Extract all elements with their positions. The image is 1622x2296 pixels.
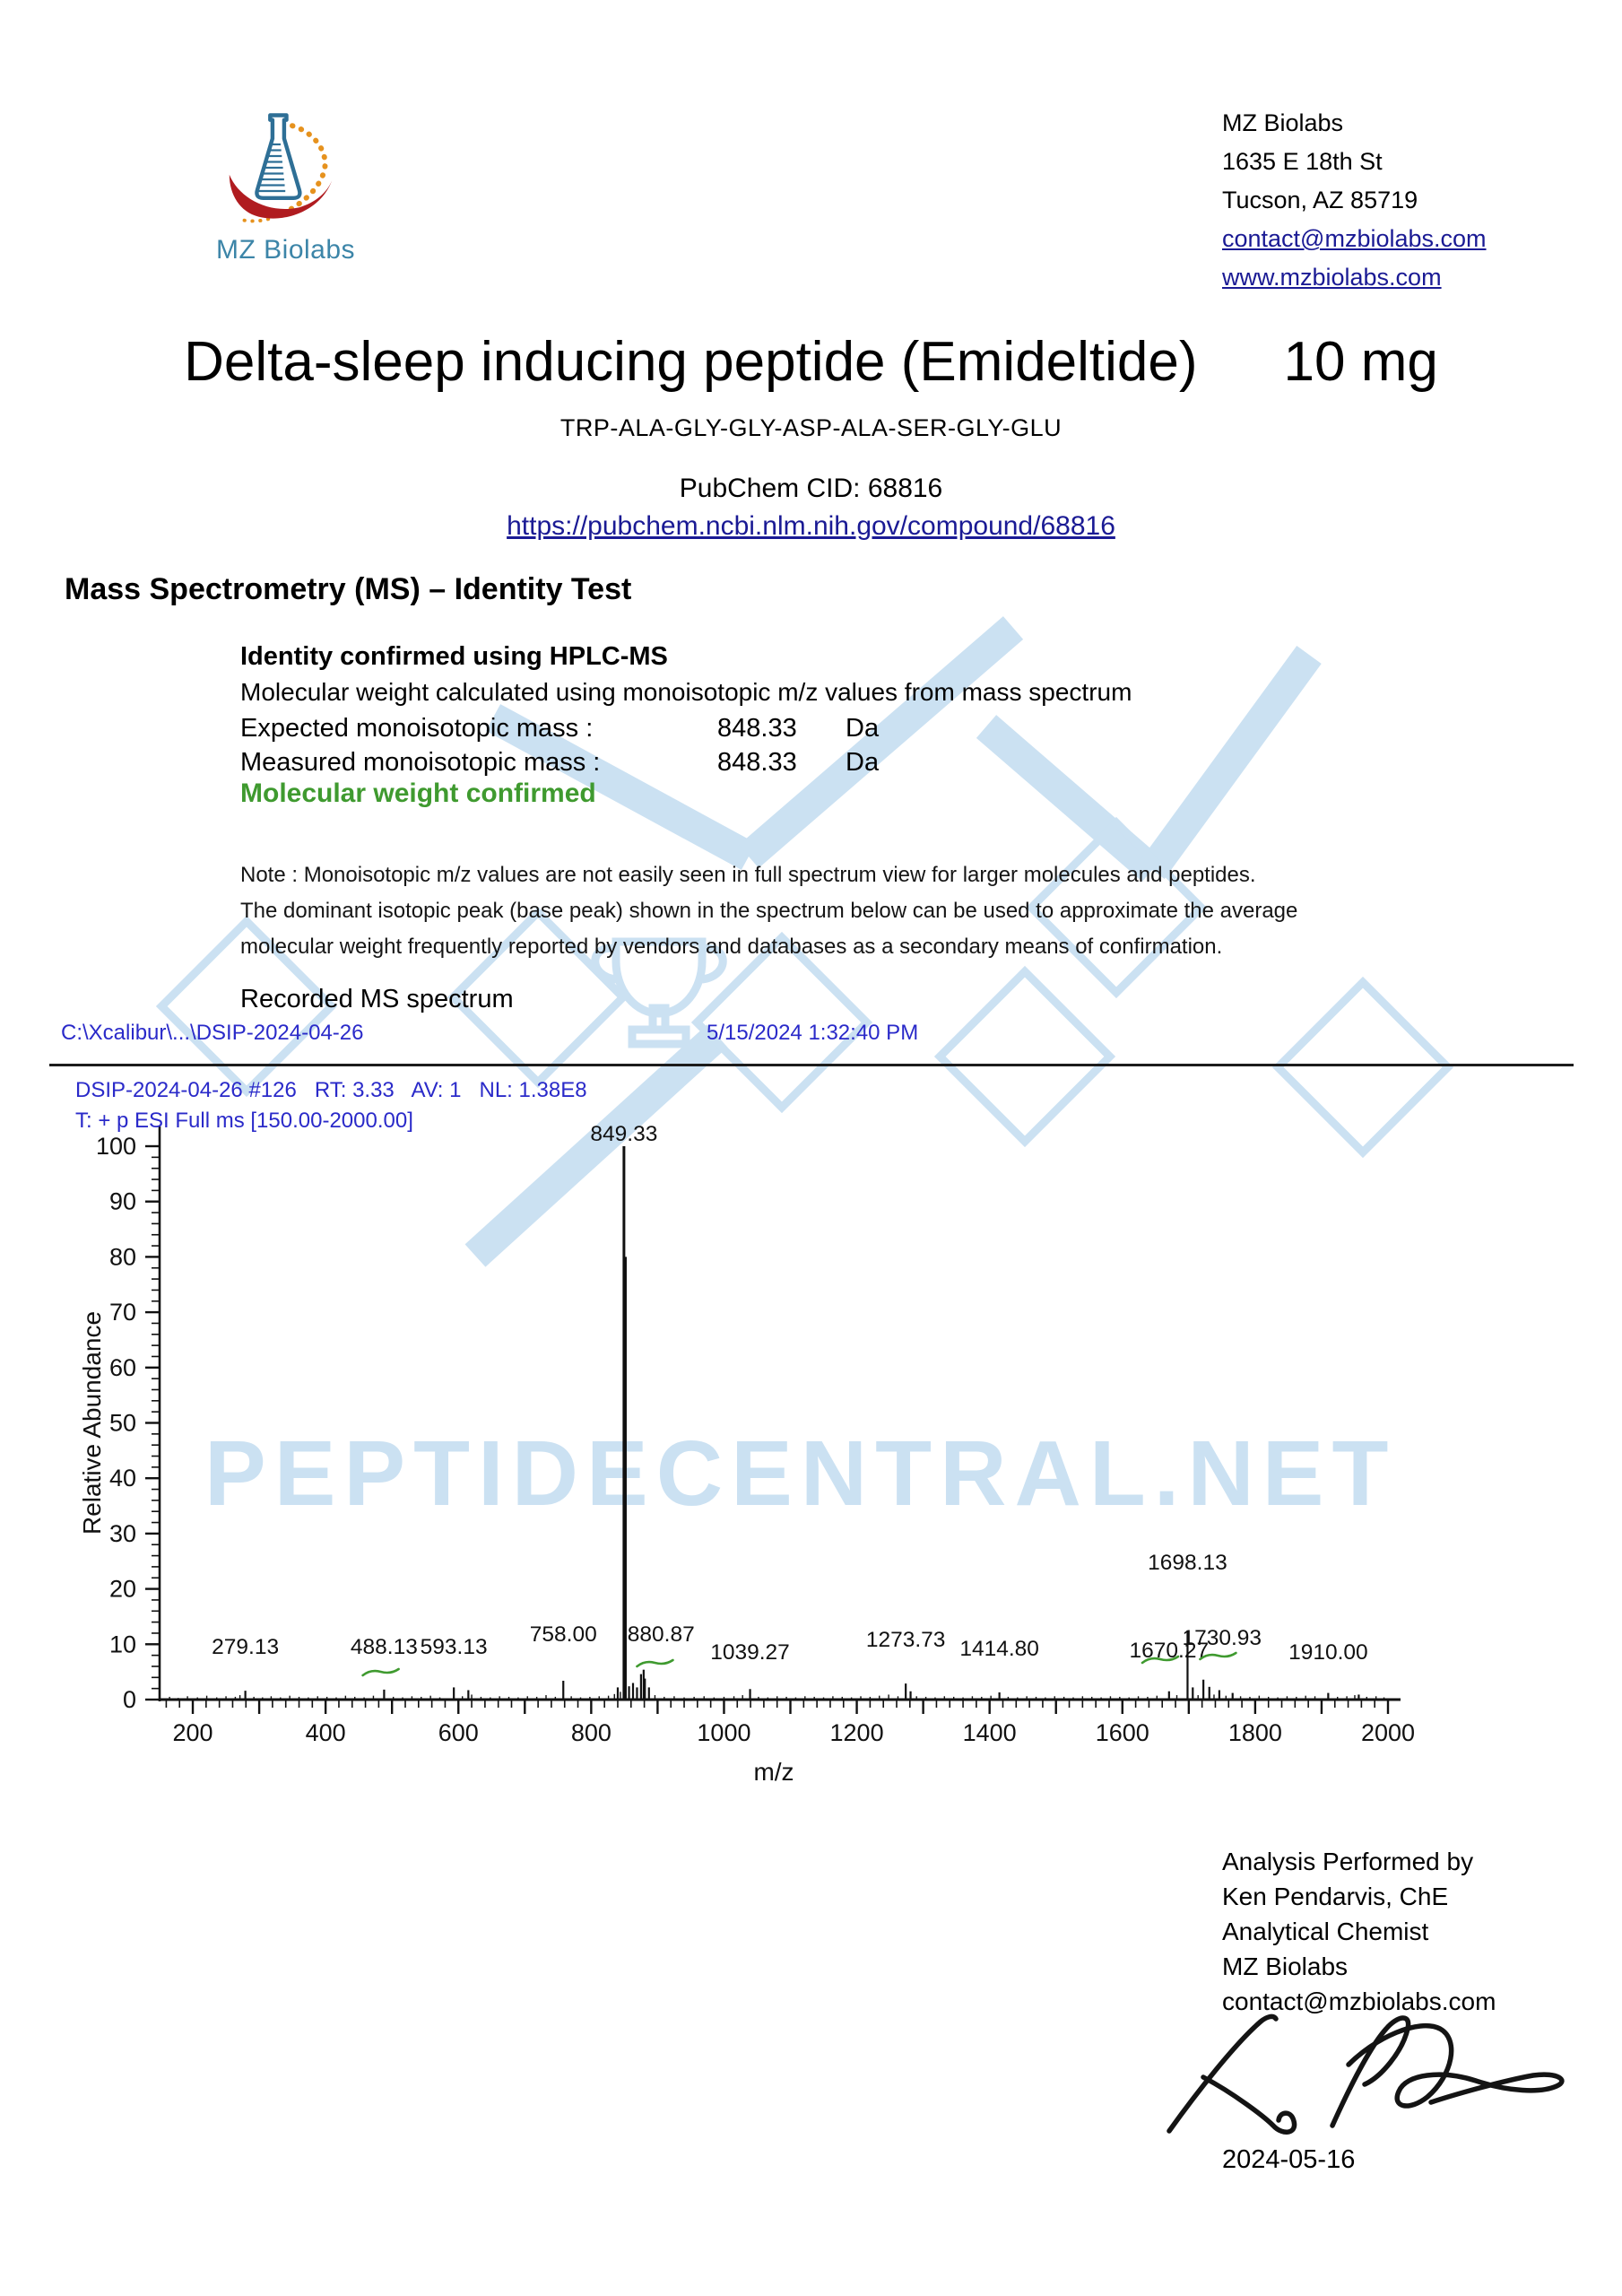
analyst-heading: Analysis Performed by — [1222, 1848, 1474, 1875]
svg-text:1400: 1400 — [962, 1719, 1017, 1746]
svg-text:50: 50 — [108, 1409, 136, 1437]
analyst-title: Analytical Chemist — [1222, 1918, 1429, 1945]
svg-text:600: 600 — [438, 1719, 479, 1746]
svg-text:1039.27: 1039.27 — [710, 1640, 790, 1665]
svg-text:1800: 1800 — [1227, 1719, 1282, 1746]
divider-rule — [49, 1064, 1574, 1066]
watermark-text: PEPTIDECENTRAL.NET — [204, 1422, 1397, 1525]
svg-text:1730.93: 1730.93 — [1182, 1626, 1262, 1650]
raw-file-path: C:\Xcalibur\...\DSIP-2024-04-26 — [61, 1021, 364, 1045]
svg-text:m/z: m/z — [753, 1758, 794, 1786]
svg-text:1273.73: 1273.73 — [865, 1628, 946, 1652]
pubchem-cid: PubChem CID: 68816 — [679, 474, 943, 503]
measured-mass-unit: Da — [846, 748, 880, 777]
svg-text:1414.80: 1414.80 — [959, 1637, 1039, 1661]
logo-caption: MZ Biolabs — [216, 235, 356, 265]
scan-filter-line: T: + p ESI Full ms [150.00-2000.00] — [75, 1109, 413, 1133]
scan-info-line: DSIP-2024-04-26 #126 RT: 3.33 AV: 1 NL: 1.38E8 — [75, 1078, 587, 1102]
method-line: Molecular weight calculated using monoisotopic m/z values from mass spectrum — [240, 678, 1132, 706]
svg-text:10: 10 — [108, 1631, 136, 1658]
analyst-block — [1222, 1844, 1496, 2019]
company-name: MZ Biolabs — [1222, 109, 1344, 136]
svg-text:200: 200 — [172, 1719, 213, 1746]
svg-text:30: 30 — [108, 1519, 136, 1547]
acquisition-datetime: 5/15/2024 1:32:40 PM — [707, 1021, 919, 1045]
svg-text:Relative Abundance: Relative Abundance — [78, 1310, 106, 1535]
expected-mass-label: Expected monoisotopic mass : — [240, 714, 594, 743]
note-line: molecular weight frequently reported by vendors and databases as a secondary means of confirmation. — [240, 935, 1223, 959]
svg-text:1910.00: 1910.00 — [1288, 1640, 1368, 1665]
peptide-sequence: TRP-ALA-GLY-GLY-ASP-ALA-SER-GLY-GLU — [559, 414, 1063, 441]
note-line: The dominant isotopic peak (base peak) shown in the spectrum below can be used to approximate the average — [240, 899, 1298, 923]
svg-text:1000: 1000 — [697, 1719, 751, 1746]
analyst-company: MZ Biolabs — [1222, 1952, 1349, 1980]
expected-mass-unit: Da — [846, 714, 880, 743]
company-address-block — [1222, 104, 1487, 297]
svg-text:1200: 1200 — [829, 1719, 884, 1746]
company-city: Tucson, AZ 85719 — [1222, 187, 1418, 213]
company-street: 1635 E 18th St — [1222, 148, 1383, 175]
svg-text:90: 90 — [108, 1187, 136, 1215]
svg-text:758.00: 758.00 — [529, 1622, 597, 1647]
svg-text:100: 100 — [95, 1133, 136, 1160]
analyst-name: Ken Pendarvis, ChE — [1222, 1883, 1449, 1910]
analyst-email: contact@mzbiolabs.com — [1222, 1987, 1496, 2015]
signature-date: 2024-05-16 — [1222, 2145, 1356, 2174]
measured-mass-value: 848.33 — [717, 748, 797, 777]
identity-confirmed-line: Identity confirmed using HPLC-MS — [240, 642, 668, 671]
svg-text:1698.13: 1698.13 — [1148, 1551, 1227, 1575]
svg-text:0: 0 — [122, 1686, 136, 1713]
svg-text:1600: 1600 — [1095, 1719, 1149, 1746]
measured-mass-label: Measured monoisotopic mass : — [240, 748, 601, 777]
expected-mass-value: 848.33 — [717, 714, 797, 743]
svg-text:1670.27: 1670.27 — [1129, 1639, 1210, 1663]
svg-text:60: 60 — [108, 1353, 136, 1381]
svg-text:880.87: 880.87 — [627, 1622, 695, 1647]
mz-biolabs-logo-flask-icon — [222, 109, 339, 226]
svg-text:80: 80 — [108, 1243, 136, 1271]
svg-text:800: 800 — [570, 1719, 612, 1746]
svg-text:400: 400 — [305, 1719, 346, 1746]
document-title — [0, 330, 1622, 394]
result-status: Molecular weight confirmed — [240, 778, 596, 808]
pubchem-link[interactable]: https://pubchem.ncbi.nlm.nih.gov/compound/68816 — [507, 511, 1115, 541]
company-website-link[interactable]: www.mzbiolabs.com — [1222, 264, 1442, 291]
svg-text:593.13: 593.13 — [420, 1635, 488, 1659]
svg-text:488.13: 488.13 — [350, 1635, 418, 1659]
svg-text:2000: 2000 — [1360, 1719, 1416, 1746]
svg-text:849.33: 849.33 — [590, 1122, 658, 1146]
svg-text:20: 20 — [108, 1575, 136, 1603]
analyst-signature — [1157, 2007, 1587, 2142]
peptide-amount: 10 mg — [1283, 331, 1438, 393]
section-heading: Mass Spectrometry (MS) – Identity Test — [65, 572, 632, 606]
note-line: Note : Monoisotopic m/z values are not easily seen in full spectrum view for larger molecules and peptides. — [240, 863, 1256, 887]
svg-text:279.13: 279.13 — [212, 1635, 280, 1659]
peptide-name: Delta-sleep inducing peptide (Emideltide) — [184, 331, 1198, 393]
svg-text:40: 40 — [108, 1465, 136, 1492]
company-email-link[interactable]: contact@mzbiolabs.com — [1222, 225, 1487, 252]
recorded-spectrum-label: Recorded MS spectrum — [240, 985, 514, 1013]
svg-text:70: 70 — [108, 1299, 136, 1326]
